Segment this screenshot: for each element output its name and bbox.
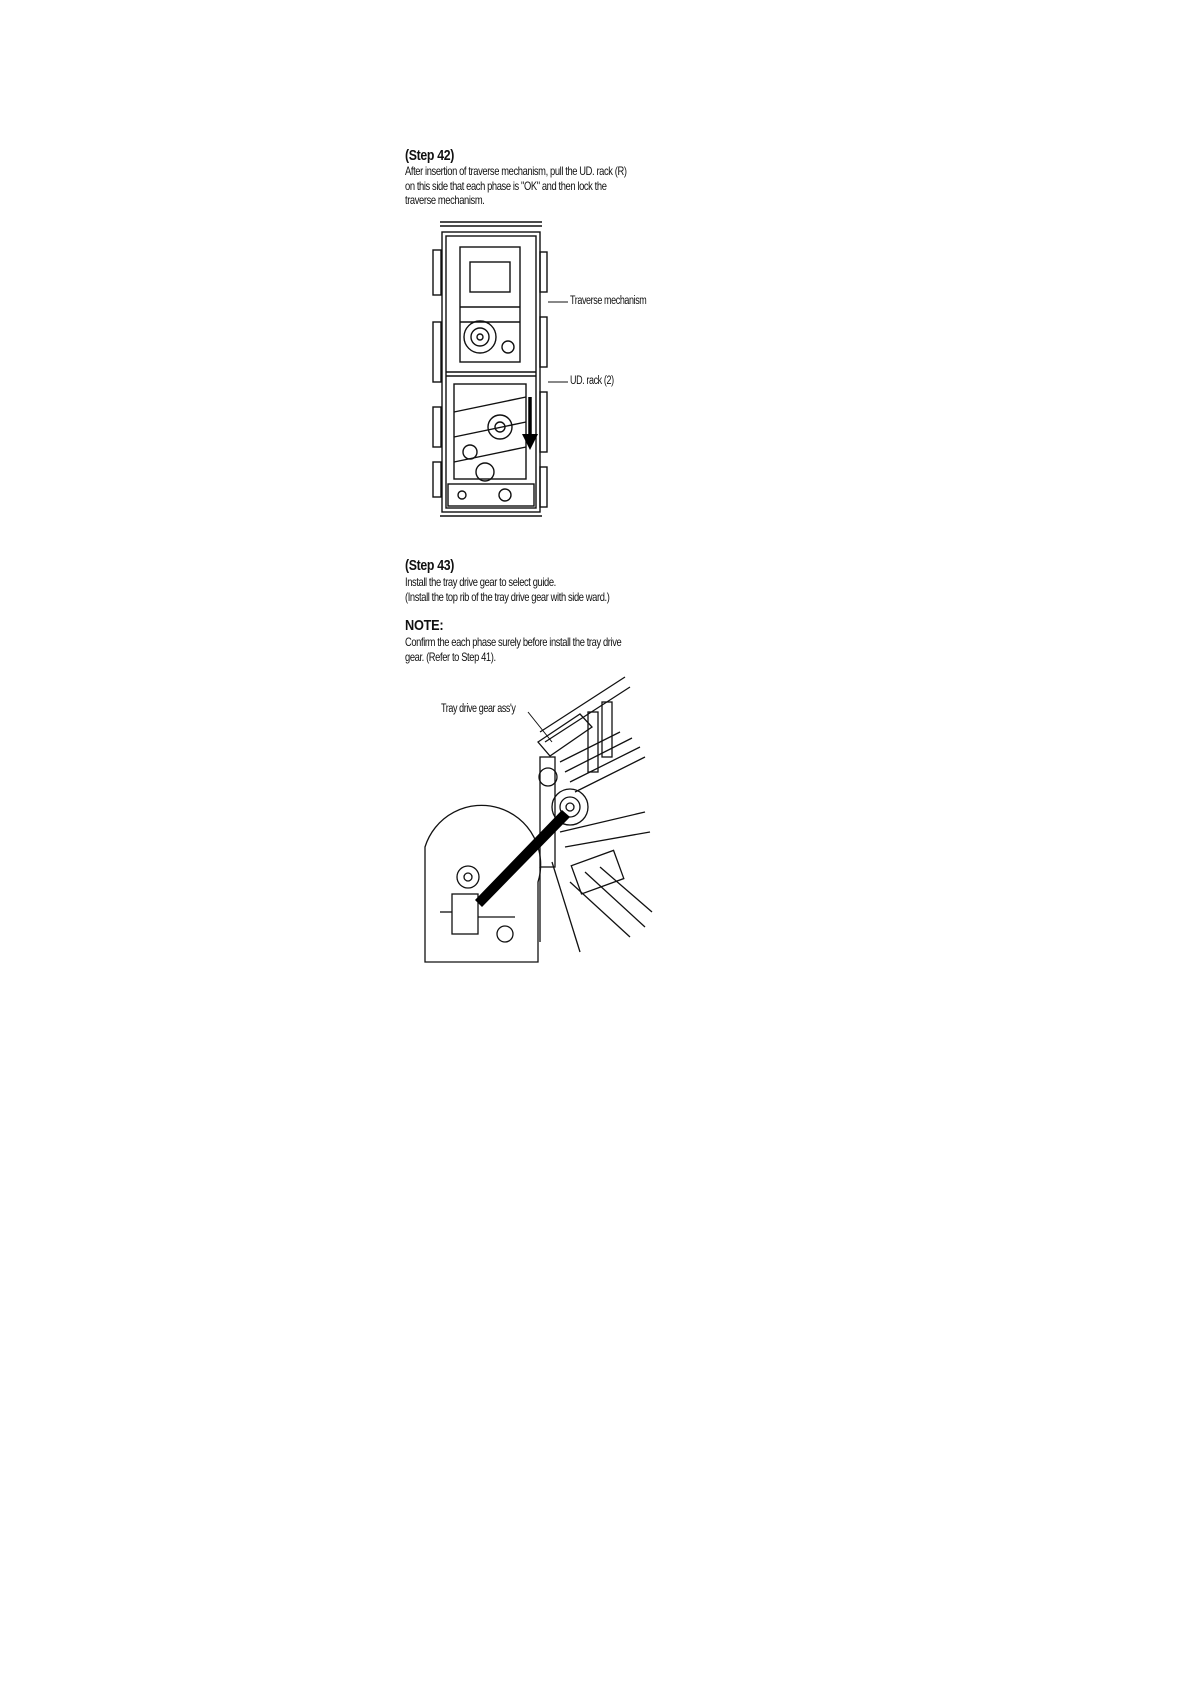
step-42-heading: (Step 42) [405, 147, 454, 164]
note-heading: NOTE: [405, 617, 444, 634]
step-42-instructions: After insertion of traverse mechanism, pull the UD. rack (R) on this side that each phase is "OK" and then lock the traverse mechanism. [405, 164, 627, 207]
tray-drive-gear-label: Tray drive gear ass'y [441, 703, 516, 715]
step-43-heading: (Step 43) [405, 557, 454, 574]
step-43-instructions: Install the tray drive gear to select guide. (Install the top rib of the tray drive gear with side ward.) [405, 575, 610, 604]
note-text: Confirm the each phase surely before install the tray drive gear. (Refer to Step 41). [405, 635, 622, 664]
detail-pointer-icon [475, 810, 570, 907]
ud-rack-label: UD. rack (2) [570, 375, 614, 387]
traverse-mechanism-label: Traverse mechanism [570, 295, 647, 307]
tray-drive-gear-figure [420, 672, 660, 962]
traverse-mechanism-figure [430, 222, 660, 527]
